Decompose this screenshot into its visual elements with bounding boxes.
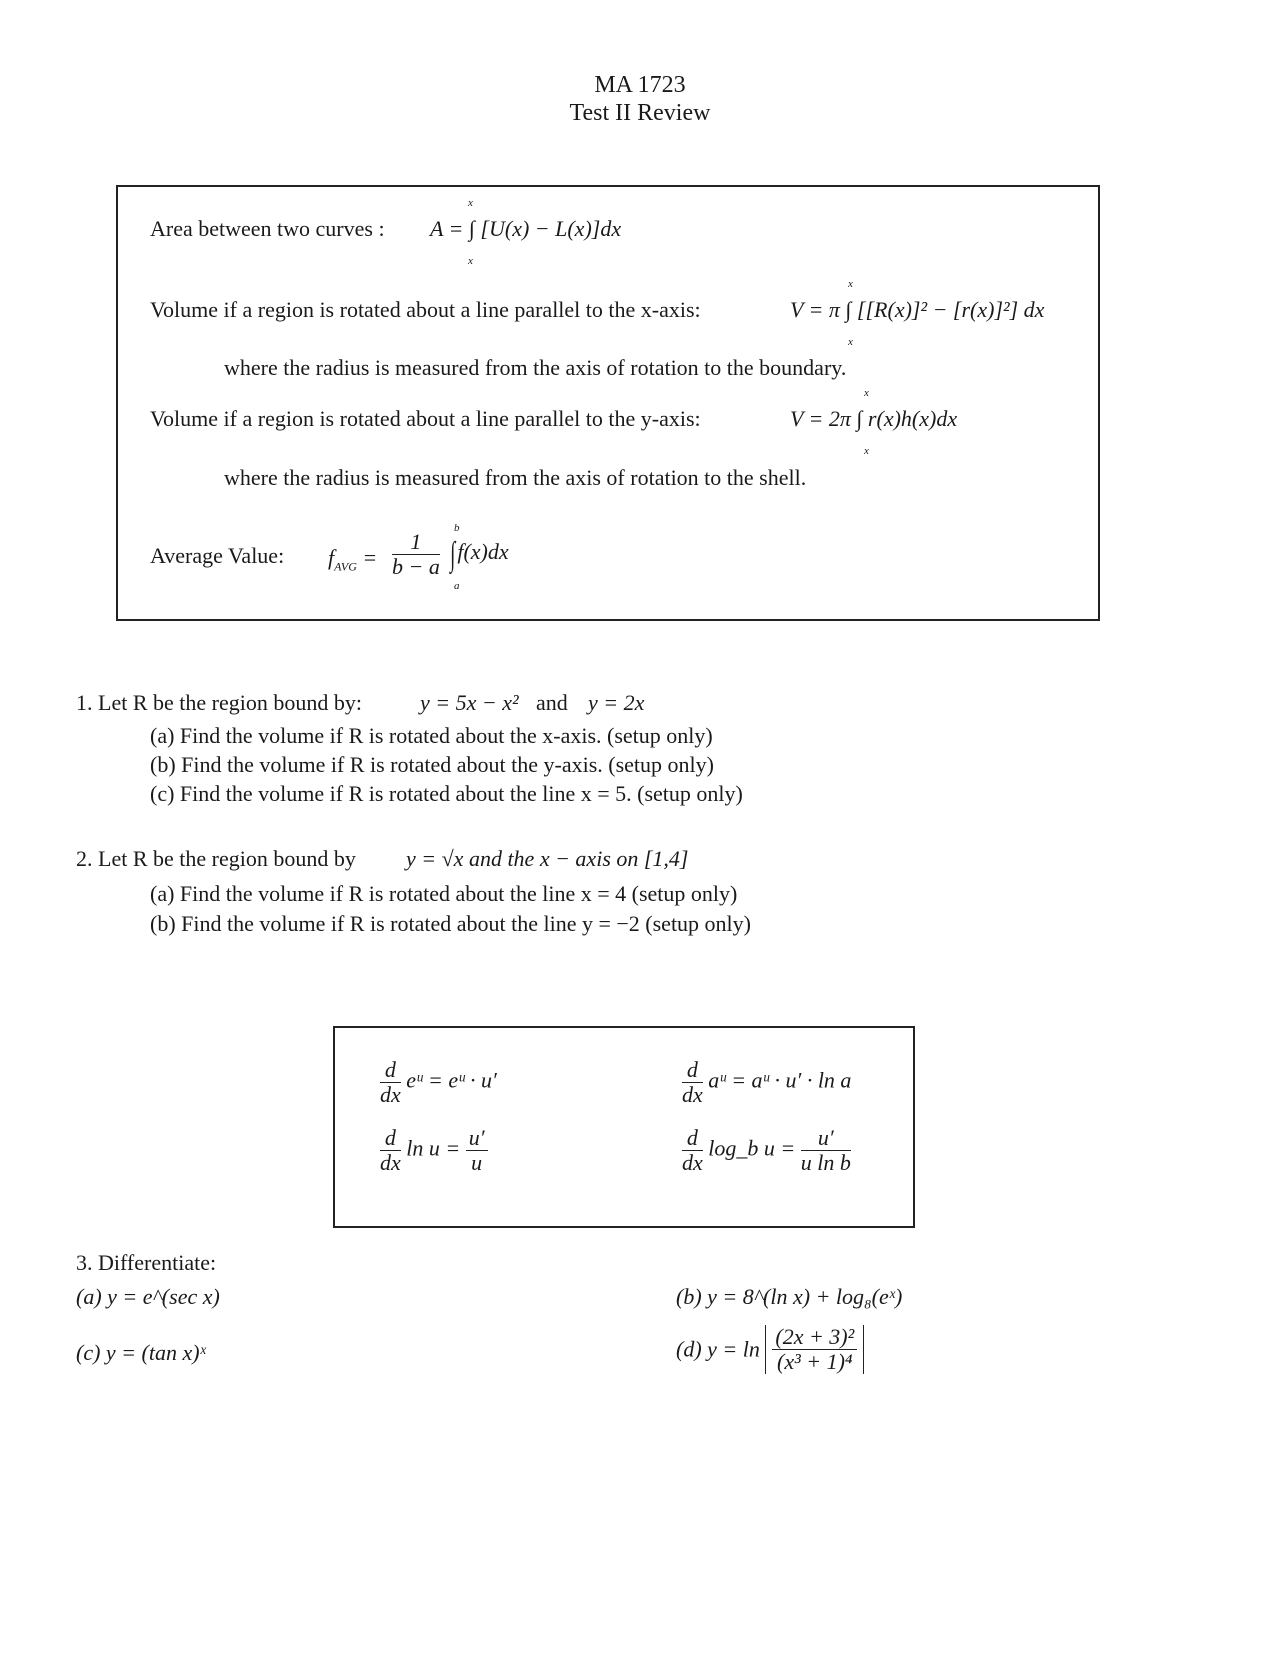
problem1-part-c: (c) Find the volume if R is rotated about the line x = 5. (setup only) xyxy=(150,781,743,806)
course-number: MA 1723 xyxy=(594,72,686,98)
volume-y-note: where the radius is measured from the axis of rotation to the shell. xyxy=(224,465,807,490)
avg-denominator: b − a xyxy=(392,554,440,580)
area-formula: A = ∫ [U(x) − L(x)]dx xyxy=(430,216,622,241)
rule-ln: $\frac{d}{dx}$ ln u = $\frac{u'}{u}$ xyxy=(380,1126,488,1175)
volume-x-upper-limit: x xyxy=(848,278,853,290)
avg-numerator: 1 xyxy=(392,530,440,555)
problem3-part-c: (c) y = (tan x)ˣ xyxy=(76,1340,206,1365)
problem1-stem: 1. Let R be the region bound by: xyxy=(76,690,362,715)
area-lower-limit: x xyxy=(468,255,473,267)
avg-lower-limit: a xyxy=(454,580,460,592)
volume-y-lower-limit: x xyxy=(864,445,869,457)
rule-a-exp: $\frac{d}{dx}$ aᵘ = aᵘ · u′ · ln a xyxy=(682,1057,852,1108)
volume-y-upper-limit: x xyxy=(864,387,869,399)
rule-exp: $\frac{d}{dx}$ eᵘ = eᵘ · u′ xyxy=(380,1057,497,1108)
problem1-part-b: (b) Find the volume if R is rotated about the y-axis. (setup only) xyxy=(150,752,714,777)
volume-y-label: Volume if a region is rotated about a line parallel to the y-axis: xyxy=(150,406,701,431)
volume-x-lower-limit: x xyxy=(848,336,853,348)
volume-x-label: Volume if a region is rotated about a line parallel to the x-axis: xyxy=(150,297,701,322)
area-label: Area between two curves : xyxy=(150,216,385,241)
problem3-part-a: (a) y = e^(sec x) xyxy=(76,1284,220,1309)
avg-label: Average Value: xyxy=(150,543,285,568)
problem1-eq1: y = 5x − x² xyxy=(420,690,519,715)
problem3-part-b: (b) y = 8^(ln x) + log₈(eˣ) xyxy=(676,1284,903,1309)
avg-fraction xyxy=(392,530,440,579)
avg-integral: ∫f(x)dx xyxy=(450,536,509,573)
problem3-part-d: (d) y = ln $\frac{\text{(2x + 3)²}}{\text{(x³ + 1)⁴}}$ xyxy=(676,1325,864,1374)
problem1-eq2: y = 2x xyxy=(588,690,645,715)
problem1-and: and xyxy=(536,690,568,715)
problem1-part-a: (a) Find the volume if R is rotated about the x-axis. (setup only) xyxy=(150,723,713,748)
rule-log: $\frac{d}{dx}$ log_b u = $\frac{u'}{\text{u ln b}}$ xyxy=(682,1125,851,1176)
volume-x-note: where the radius is measured from the axis of rotation to the boundary. xyxy=(224,355,847,380)
volume-y-formula: V = 2π ∫ r(x)h(x)dx xyxy=(790,406,958,431)
area-upper-limit: x xyxy=(468,197,473,209)
avg-upper-limit: b xyxy=(454,522,460,534)
volume-x-formula: V = π ∫ [[R(x)]² − [r(x)]²] dx xyxy=(790,297,1045,322)
page-title: Test II Review xyxy=(569,100,711,126)
avg-lhs: $f_{AVG}$ = xyxy=(328,545,378,574)
problem2-part-a: (a) Find the volume if R is rotated about the line x = 4 (setup only) xyxy=(150,881,738,906)
problem2-stem: 2. Let R be the region bound by xyxy=(76,846,356,871)
problem2-condition: y = √x and the x − axis on [1,4] xyxy=(406,846,689,871)
problem3-stem: 3. Differentiate: xyxy=(76,1250,217,1275)
problem2-part-b: (b) Find the volume if R is rotated about the line y = −2 (setup only) xyxy=(150,911,751,936)
